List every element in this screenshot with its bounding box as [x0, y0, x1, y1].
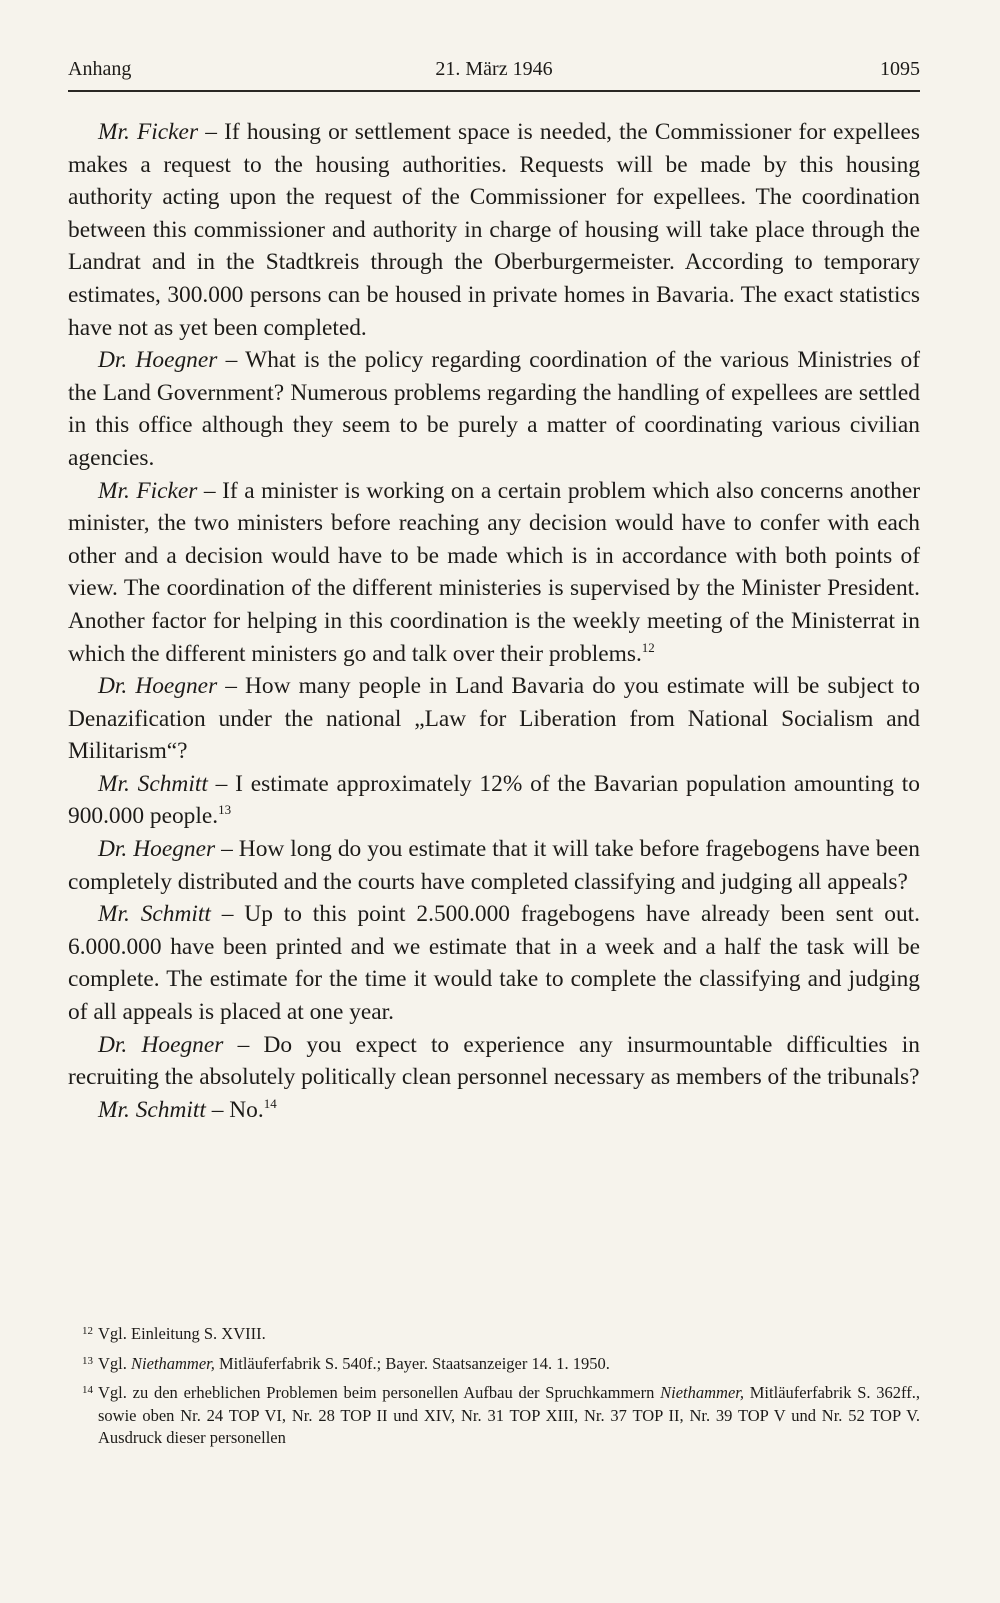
speaker-name: Dr. Hoegner [98, 1031, 224, 1058]
speaker-name: Mr. Schmitt [98, 901, 211, 928]
body-text [68, 116, 920, 1126]
footnote-author: Niethammer, [660, 1383, 744, 1402]
speaker-name: Mr. Ficker [98, 119, 199, 145]
footnote-reference[interactable]: 12 [641, 639, 655, 655]
header-date: 21. März 1946 [435, 58, 553, 80]
speaker-name: Mr. Schmitt [98, 1096, 206, 1123]
speaker-separator: – [210, 901, 245, 928]
paragraph-text: What is the policy regarding coordination of the various Ministries of the Land Government? Numerous problems regarding the handling of expellees are settled in this office although they seem to be purely a matter of coordinating various civilian agencies. [68, 347, 920, 471]
speaker-name: Dr. Hoegner [98, 347, 218, 374]
speaker-separator: – [217, 673, 246, 700]
speaker-separator: – [205, 1096, 230, 1123]
footnote-text: Vgl. [98, 1353, 131, 1373]
footnote [68, 1353, 920, 1376]
paragraph [68, 475, 920, 671]
paragraph [68, 344, 920, 474]
speaker-name: Dr. Hoegner [98, 673, 218, 700]
footnote-author: Niethammer, [131, 1353, 215, 1373]
paragraph-text: Do you expect to experience any insurmountable difficulties in recruiting the absolutely politically clean personnel necessary as members of the tribunals? [68, 1031, 920, 1091]
speaker-name: Mr. Ficker [98, 477, 198, 504]
footnote [68, 1382, 920, 1450]
paragraph [68, 116, 920, 344]
paragraph-text: If housing or settlement space is needed, the Commissioner for expellees makes a request to the housing authorities. Requests will be made by this housing authority acting upon the request of the Commissioner for expellees. The coordination between this commissioner and authority in charge of housing will take place through the Landrat and in the Stadtkreis through the Oberburgermeister. According to temporary estimates, 300.000 persons can be housed in private homes in Bavaria. The exact statistics have not as yet been completed. [68, 119, 920, 341]
speaker-name: Mr. Schmitt [98, 770, 208, 797]
paragraph [68, 768, 920, 833]
speaker-name: Dr. Hoegner [98, 836, 216, 863]
paragraph-text: I estimate approximately 12% of the Bavarian population amounting to 900.000 people. [68, 770, 920, 830]
speaker-separator: – [223, 1031, 264, 1058]
footnote-reference[interactable]: 13 [218, 802, 232, 818]
speaker-separator: – [217, 347, 246, 374]
paragraph-text: How long do you estimate that it will take before fragebogens have been completely distributed and the courts have completed classifying and judging all appeals? [68, 836, 920, 895]
speaker-separator: – [198, 119, 225, 145]
footnote-number: 12 [82, 1325, 93, 1337]
paragraph-text: If a minister is working on a certain problem which also concerns another minister, the two ministers before reaching any decision would have to confer with each other and a decision would have to be made which is in accordance with both points of view. The coordination of the different ministeries is supervised by the Minister President. Another factor for helping in this coordination is the weekly meeting of the Ministerrat in which the different ministers go and talk over their problems. [68, 477, 920, 667]
paragraph [68, 1094, 920, 1127]
running-header [68, 54, 920, 92]
paragraph-text: How many people in Land Bavaria do you estimate will be subject to Denazification under the national „Law for Liberation from National Socialism and Militarism“? [68, 673, 920, 765]
paragraph-text: Up to this point 2.500.000 fragebogens have already been sent out. 6.000.000 have been printed and we estimate that in a week and a half the task will be complete. The estimate for the time it would take to complete the classifying and judging of all appeals is placed at one year. [68, 901, 920, 1026]
speaker-separator: – [197, 477, 223, 504]
header-section-title: Anhang [68, 58, 132, 80]
footnote-number: 13 [82, 1354, 93, 1367]
paragraph [68, 1029, 920, 1094]
speaker-separator: – [207, 770, 236, 797]
footnote-reference[interactable]: 14 [263, 1096, 277, 1112]
footnote-number: 14 [82, 1384, 93, 1396]
footnote [68, 1323, 920, 1346]
paragraph [68, 670, 920, 768]
footnote-text: Mitläuferfabrik S. 540f.; Bayer. Staatsanzeiger 14. 1. 1950. [214, 1353, 610, 1373]
footnote-text: Vgl. zu den erheblichen Problemen beim personellen Aufbau der Spruchkammern [98, 1383, 661, 1402]
page-number: 1095 [880, 58, 920, 80]
speaker-separator: – [215, 836, 239, 863]
paragraph-text: No. [229, 1096, 264, 1123]
paragraph [68, 833, 920, 898]
footnote-text: Vgl. Einleitung S. XVIII. [98, 1324, 266, 1343]
footnotes [68, 1323, 920, 1457]
footnote-text: Mitläuferfabrik S. 362ff., sowie oben Nr. 24 TOP VI, Nr. 28 TOP II und XIV, Nr. 31 TOP XIII, Nr. 37 TOP II, Nr. 39 TOP V und Nr. 52 TOP V. Ausdruck dieser personellen [98, 1383, 920, 1447]
paragraph [68, 898, 920, 1028]
